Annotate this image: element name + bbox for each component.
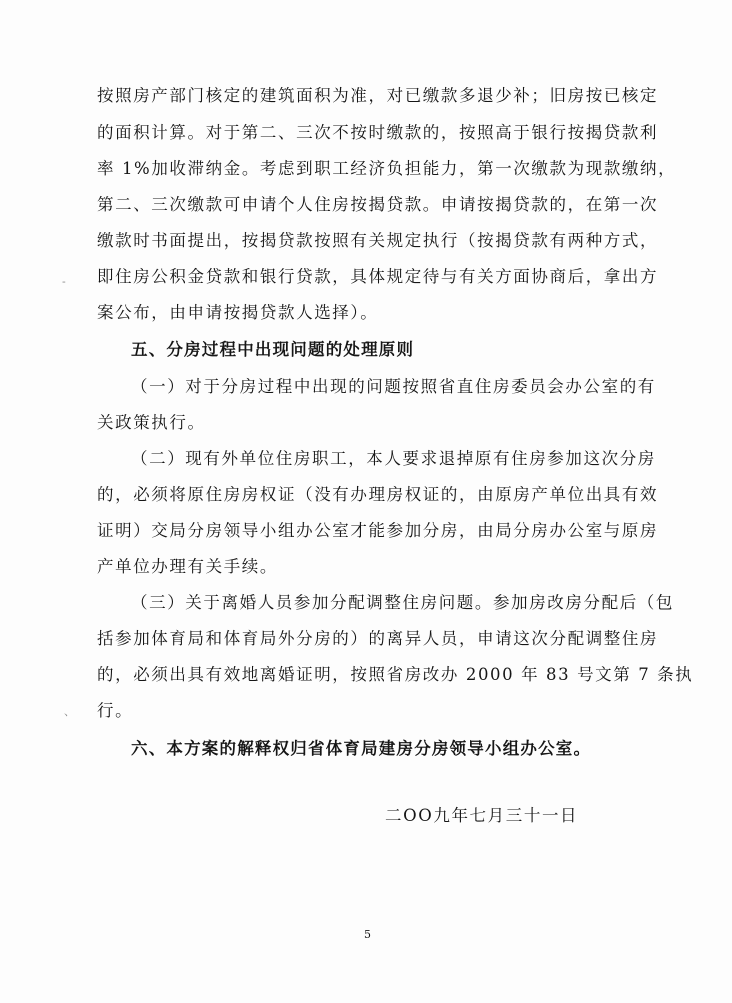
paragraph-line: 第二、三次缴款可申请个人住房按揭贷款。申请按揭贷款的，在第一次 (97, 195, 659, 214)
paragraph-line: 率 1%加收滞纳金。考虑到职工经济负担能力，第一次缴款为现款缴纳， (97, 159, 677, 178)
paragraph-line: 缴款时书面提出，按揭贷款按照有关规定执行（按揭贷款有两种方式， (97, 231, 659, 250)
page-number: 5 (364, 928, 371, 941)
scan-mark: 、 (64, 705, 75, 718)
section5-item3-line: 括参加体育局和体育局外分房的）的离异人员，申请这次分配调整住房 (97, 629, 659, 648)
paragraph-line: 案公布，由申请按揭贷款人选择）。 (97, 303, 379, 322)
paragraph-line: 即住房公积金贷款和银行贷款，具体规定待与有关方面协商后，拿出方 (97, 267, 659, 286)
section5-item2-line: 产单位办理有关手续。 (97, 557, 278, 576)
section5-item2-line: （二）现有外单位住房职工，本人要求退掉原有住房参加这次分房 (131, 449, 656, 468)
paragraph-line: 的面积计算。对于第二、三次不按时缴款的，按照高于银行按揭贷款利 (97, 123, 659, 142)
scan-mark: - (62, 275, 66, 288)
section-heading-6: 六、本方案的解释权归省体育局建房分房领导小组办公室。 (131, 739, 592, 758)
section5-item1-line: 关政策执行。 (97, 413, 206, 432)
section5-item2-line: 的，必须将原住房房权证（没有办理房权证的，由原房产单位出具有效 (97, 485, 659, 504)
section5-item1-line: （一）对于分房过程中出现的问题按照省直住房委员会办公室的有 (131, 377, 656, 396)
section-heading-5: 五、分房过程中出现问题的处理原则 (131, 340, 415, 359)
section5-item2-line: 证明）交局分房领导小组办公室才能参加分房，由局分房办公室与原房 (97, 521, 659, 540)
section5-item3-line: 行。 (97, 701, 134, 720)
section5-item3-line: （三）关于离婚人员参加分配调整住房问题。参加房改房分配后（包 (131, 593, 674, 612)
document-date: 二OO九年七月三十一日 (385, 806, 579, 825)
section5-item3-line: 的，必须出具有效地离婚证明，按照省房改办 2000 年 83 号文第 7 条执 (97, 665, 694, 684)
paragraph-line: 按照房产部门核定的建筑面积为准，对已缴款多退少补；旧房按已核定 (97, 86, 659, 105)
